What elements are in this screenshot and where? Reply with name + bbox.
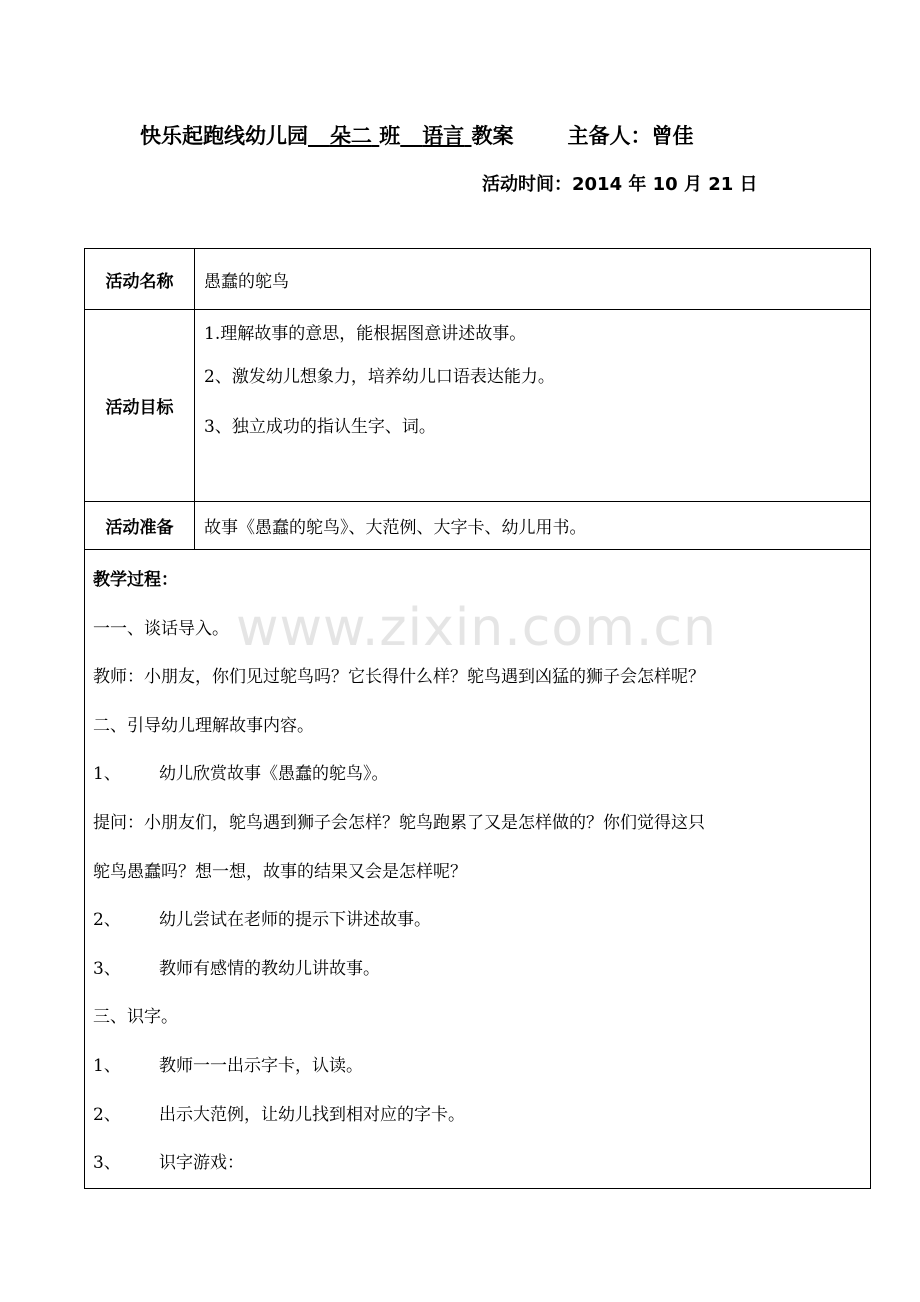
teaching-process (85, 550, 871, 1189)
process-line: 一一、谈话导入。 (93, 618, 229, 639)
process-line: 鸵鸟愚蠢吗？想一想，故事的结果又会是怎样呢？ (93, 861, 467, 882)
school-name: 快乐起跑线幼儿园 (140, 124, 308, 148)
activity-date (482, 170, 802, 200)
subject: 语言 (422, 124, 465, 148)
process-line: 1、 教师一一出示字卡，认读。 (93, 1042, 862, 1091)
watermark: www.zixin.com.cn (236, 598, 717, 658)
activity-prep-value: 故事《愚蠢的鸵鸟》、大范例、大字卡、幼儿用书。 (195, 502, 871, 550)
class-name: 朵二 (329, 124, 372, 148)
process-line: 1、 幼儿欣赏故事《愚蠢的鸵鸟》。 (93, 750, 862, 799)
activity-name-label: 活动名称 (85, 249, 195, 310)
process-num: 3、 (93, 958, 121, 979)
lesson-plan-table (84, 248, 871, 1189)
document-title (140, 118, 820, 154)
goal-item: 3、独立成功的指认生字、词。 (204, 417, 436, 437)
activity-goals-label: 活动目标 (85, 310, 195, 502)
process-num: 2、 (93, 1104, 121, 1125)
class-suffix: 班 (379, 124, 401, 148)
preparer-name: 曾佳 (651, 124, 694, 148)
process-num: 2、 (93, 910, 121, 931)
doc-type: 教案 (471, 124, 514, 148)
process-line: 二、引导幼儿理解故事内容。 (93, 715, 314, 736)
process-line: 三、识字。 (93, 1007, 178, 1028)
activity-name-value: 愚蠢的鸵鸟 (195, 249, 871, 310)
activity-goals-value (195, 310, 871, 502)
goal-item: 1.理解故事的意思，能根据图意讲述故事。 (204, 324, 527, 344)
teaching-process-row (85, 550, 871, 1189)
process-num: 1、 (93, 764, 121, 785)
process-line: 2、 幼儿尝试在老师的提示下讲述故事。 (93, 896, 862, 945)
process-line: 2、 出示大范例，让幼儿找到相对应的字卡。 (93, 1091, 862, 1140)
goal-item: 2、激发幼儿想象力，培养幼儿口语表达能力。 (204, 367, 555, 387)
process-line: 3、 识字游戏： (93, 1139, 862, 1188)
process-line: 教师：小朋友，你们见过鸵鸟吗？它长得什么样？鸵鸟遇到凶猛的狮子会怎样呢？ (93, 667, 705, 688)
activity-name-row (85, 249, 871, 310)
process-line: 3、 教师有感情的教幼儿讲故事。 (93, 945, 862, 994)
date-value: 2014 年 10 月 21 日 (572, 174, 758, 195)
process-heading: 教学过程： (93, 570, 178, 590)
activity-prep-label: 活动准备 (85, 502, 195, 550)
process-num: 1、 (93, 1055, 121, 1076)
process-line: 提问：小朋友们，鸵鸟遇到狮子会怎样？鸵鸟跑累了又是怎样做的？你们觉得这只 (93, 812, 705, 833)
activity-prep-row (85, 502, 871, 550)
preparer-label: 主备人： (567, 124, 652, 148)
process-num: 3、 (93, 1153, 121, 1174)
activity-goals-row (85, 310, 871, 502)
date-label: 活动时间： (482, 174, 572, 195)
